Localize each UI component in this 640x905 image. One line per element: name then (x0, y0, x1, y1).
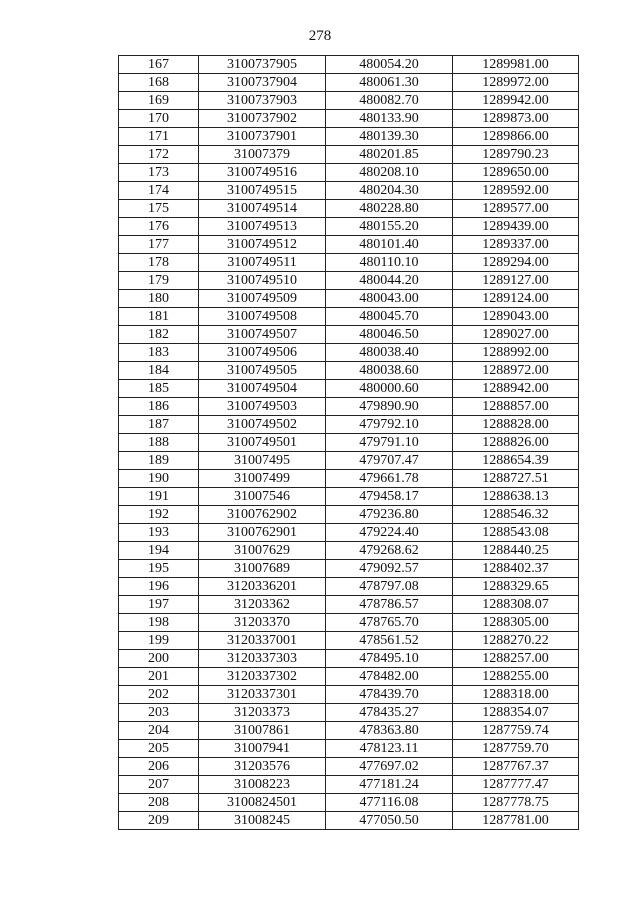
x-coordinate-cell: 479791.10 (326, 434, 453, 452)
x-coordinate-cell: 480101.40 (326, 236, 453, 254)
code-cell: 3100749511 (199, 254, 326, 272)
x-coordinate-cell: 479236.80 (326, 506, 453, 524)
table-row (119, 110, 579, 128)
point-number-cell: 175 (119, 200, 199, 218)
y-coordinate-cell: 1289027.00 (453, 326, 579, 344)
code-cell: 3100749507 (199, 326, 326, 344)
table-row (119, 542, 579, 560)
x-coordinate-cell: 480045.70 (326, 308, 453, 326)
code-cell: 3120337302 (199, 668, 326, 686)
table-row (119, 632, 579, 650)
point-number-cell: 182 (119, 326, 199, 344)
point-number-cell: 193 (119, 524, 199, 542)
code-cell: 3100749513 (199, 218, 326, 236)
y-coordinate-cell: 1287778.75 (453, 794, 579, 812)
coordinates-table (118, 55, 579, 830)
table-row (119, 218, 579, 236)
code-cell: 3120337303 (199, 650, 326, 668)
table-row (119, 812, 579, 830)
y-coordinate-cell: 1289127.00 (453, 272, 579, 290)
code-cell: 3100749502 (199, 416, 326, 434)
y-coordinate-cell: 1289439.00 (453, 218, 579, 236)
y-coordinate-cell: 1289043.00 (453, 308, 579, 326)
x-coordinate-cell: 477697.02 (326, 758, 453, 776)
page-number: 278 (308, 28, 332, 44)
x-coordinate-cell: 480000.60 (326, 380, 453, 398)
table-row (119, 326, 579, 344)
table-row (119, 74, 579, 92)
y-coordinate-cell: 1289981.00 (453, 56, 579, 74)
code-cell: 31007689 (199, 560, 326, 578)
code-cell: 3120337001 (199, 632, 326, 650)
code-cell: 31007941 (199, 740, 326, 758)
table-row (119, 416, 579, 434)
point-number-cell: 190 (119, 470, 199, 488)
x-coordinate-cell: 480133.90 (326, 110, 453, 128)
point-number-cell: 205 (119, 740, 199, 758)
code-cell: 3100749506 (199, 344, 326, 362)
point-number-cell: 177 (119, 236, 199, 254)
y-coordinate-cell: 1289592.00 (453, 182, 579, 200)
point-number-cell: 180 (119, 290, 199, 308)
y-coordinate-cell: 1289294.00 (453, 254, 579, 272)
point-number-cell: 207 (119, 776, 199, 794)
x-coordinate-cell: 479224.40 (326, 524, 453, 542)
point-number-cell: 173 (119, 164, 199, 182)
point-number-cell: 191 (119, 488, 199, 506)
y-coordinate-cell: 1289650.00 (453, 164, 579, 182)
table-row (119, 452, 579, 470)
x-coordinate-cell: 478123.11 (326, 740, 453, 758)
x-coordinate-cell: 480038.40 (326, 344, 453, 362)
table-row (119, 470, 579, 488)
table-row (119, 488, 579, 506)
point-number-cell: 168 (119, 74, 199, 92)
table-row (119, 164, 579, 182)
y-coordinate-cell: 1288329.65 (453, 578, 579, 596)
y-coordinate-cell: 1289790.23 (453, 146, 579, 164)
table-row (119, 524, 579, 542)
code-cell: 31007546 (199, 488, 326, 506)
point-number-cell: 200 (119, 650, 199, 668)
point-number-cell: 194 (119, 542, 199, 560)
code-cell: 31007861 (199, 722, 326, 740)
point-number-cell: 184 (119, 362, 199, 380)
code-cell: 3100749509 (199, 290, 326, 308)
point-number-cell: 187 (119, 416, 199, 434)
x-coordinate-cell: 479890.90 (326, 398, 453, 416)
x-coordinate-cell: 480044.20 (326, 272, 453, 290)
table-row (119, 362, 579, 380)
point-number-cell: 170 (119, 110, 199, 128)
y-coordinate-cell: 1288654.39 (453, 452, 579, 470)
table-row (119, 434, 579, 452)
point-number-cell: 189 (119, 452, 199, 470)
y-coordinate-cell: 1288257.00 (453, 650, 579, 668)
x-coordinate-cell: 478495.10 (326, 650, 453, 668)
x-coordinate-cell: 478482.00 (326, 668, 453, 686)
x-coordinate-cell: 479661.78 (326, 470, 453, 488)
point-number-cell: 179 (119, 272, 199, 290)
table-row (119, 668, 579, 686)
x-coordinate-cell: 478439.70 (326, 686, 453, 704)
x-coordinate-cell: 480110.10 (326, 254, 453, 272)
y-coordinate-cell: 1288972.00 (453, 362, 579, 380)
x-coordinate-cell: 478797.08 (326, 578, 453, 596)
x-coordinate-cell: 479707.47 (326, 452, 453, 470)
x-coordinate-cell: 480038.60 (326, 362, 453, 380)
x-coordinate-cell: 479092.57 (326, 560, 453, 578)
y-coordinate-cell: 1288255.00 (453, 668, 579, 686)
code-cell: 3100737902 (199, 110, 326, 128)
x-coordinate-cell: 479458.17 (326, 488, 453, 506)
point-number-cell: 172 (119, 146, 199, 164)
point-number-cell: 178 (119, 254, 199, 272)
y-coordinate-cell: 1288826.00 (453, 434, 579, 452)
point-number-cell: 186 (119, 398, 199, 416)
code-cell: 31007629 (199, 542, 326, 560)
x-coordinate-cell: 480201.85 (326, 146, 453, 164)
y-coordinate-cell: 1289124.00 (453, 290, 579, 308)
table-row (119, 704, 579, 722)
point-number-cell: 199 (119, 632, 199, 650)
y-coordinate-cell: 1287759.74 (453, 722, 579, 740)
x-coordinate-cell: 480061.30 (326, 74, 453, 92)
table-row (119, 776, 579, 794)
table-row (119, 650, 579, 668)
point-number-cell: 181 (119, 308, 199, 326)
table-row (119, 380, 579, 398)
x-coordinate-cell: 480228.80 (326, 200, 453, 218)
point-number-cell: 195 (119, 560, 199, 578)
point-number-cell: 185 (119, 380, 199, 398)
y-coordinate-cell: 1288546.32 (453, 506, 579, 524)
y-coordinate-cell: 1289972.00 (453, 74, 579, 92)
x-coordinate-cell: 478435.27 (326, 704, 453, 722)
x-coordinate-cell: 480082.70 (326, 92, 453, 110)
y-coordinate-cell: 1288942.00 (453, 380, 579, 398)
table-row (119, 398, 579, 416)
point-number-cell: 202 (119, 686, 199, 704)
x-coordinate-cell: 480208.10 (326, 164, 453, 182)
point-number-cell: 167 (119, 56, 199, 74)
code-cell: 3100749504 (199, 380, 326, 398)
x-coordinate-cell: 480204.30 (326, 182, 453, 200)
code-cell: 31203370 (199, 614, 326, 632)
table-row (119, 506, 579, 524)
x-coordinate-cell: 478786.57 (326, 596, 453, 614)
x-coordinate-cell: 480155.20 (326, 218, 453, 236)
x-coordinate-cell: 478363.80 (326, 722, 453, 740)
y-coordinate-cell: 1289873.00 (453, 110, 579, 128)
table-row (119, 272, 579, 290)
y-coordinate-cell: 1288727.51 (453, 470, 579, 488)
point-number-cell: 192 (119, 506, 199, 524)
table-row (119, 146, 579, 164)
code-cell: 3100749505 (199, 362, 326, 380)
code-cell: 3100749501 (199, 434, 326, 452)
x-coordinate-cell: 480054.20 (326, 56, 453, 74)
code-cell: 3100749515 (199, 182, 326, 200)
code-cell: 31203362 (199, 596, 326, 614)
code-cell: 31203373 (199, 704, 326, 722)
point-number-cell: 176 (119, 218, 199, 236)
point-number-cell: 204 (119, 722, 199, 740)
code-cell: 3100762902 (199, 506, 326, 524)
x-coordinate-cell: 477181.24 (326, 776, 453, 794)
y-coordinate-cell: 1288440.25 (453, 542, 579, 560)
code-cell: 3100737904 (199, 74, 326, 92)
y-coordinate-cell: 1288857.00 (453, 398, 579, 416)
code-cell: 31007379 (199, 146, 326, 164)
x-coordinate-cell: 478765.70 (326, 614, 453, 632)
y-coordinate-cell: 1288638.13 (453, 488, 579, 506)
y-coordinate-cell: 1288270.22 (453, 632, 579, 650)
code-cell: 3100749514 (199, 200, 326, 218)
table-row (119, 254, 579, 272)
table-row (119, 290, 579, 308)
point-number-cell: 208 (119, 794, 199, 812)
x-coordinate-cell: 479792.10 (326, 416, 453, 434)
point-number-cell: 171 (119, 128, 199, 146)
point-number-cell: 206 (119, 758, 199, 776)
table-row (119, 182, 579, 200)
table-row (119, 596, 579, 614)
code-cell: 3100762901 (199, 524, 326, 542)
y-coordinate-cell: 1288828.00 (453, 416, 579, 434)
table-row (119, 56, 579, 74)
x-coordinate-cell: 479268.62 (326, 542, 453, 560)
y-coordinate-cell: 1288308.07 (453, 596, 579, 614)
y-coordinate-cell: 1287777.47 (453, 776, 579, 794)
point-number-cell: 201 (119, 668, 199, 686)
x-coordinate-cell: 477116.08 (326, 794, 453, 812)
y-coordinate-cell: 1288305.00 (453, 614, 579, 632)
table-row (119, 92, 579, 110)
point-number-cell: 183 (119, 344, 199, 362)
table-row (119, 794, 579, 812)
table-row (119, 200, 579, 218)
code-cell: 3120337301 (199, 686, 326, 704)
table-row (119, 614, 579, 632)
table-row (119, 686, 579, 704)
y-coordinate-cell: 1287781.00 (453, 812, 579, 830)
table-row (119, 740, 579, 758)
x-coordinate-cell: 478561.52 (326, 632, 453, 650)
code-cell: 3120336201 (199, 578, 326, 596)
point-number-cell: 169 (119, 92, 199, 110)
table-row (119, 128, 579, 146)
point-number-cell: 174 (119, 182, 199, 200)
y-coordinate-cell: 1288992.00 (453, 344, 579, 362)
point-number-cell: 196 (119, 578, 199, 596)
table-body (119, 56, 579, 830)
point-number-cell: 197 (119, 596, 199, 614)
code-cell: 3100737901 (199, 128, 326, 146)
table-row (119, 560, 579, 578)
y-coordinate-cell: 1289577.00 (453, 200, 579, 218)
y-coordinate-cell: 1287759.70 (453, 740, 579, 758)
y-coordinate-cell: 1289866.00 (453, 128, 579, 146)
table-row (119, 578, 579, 596)
code-cell: 3100749503 (199, 398, 326, 416)
code-cell: 31007495 (199, 452, 326, 470)
table-row (119, 308, 579, 326)
code-cell: 3100737903 (199, 92, 326, 110)
y-coordinate-cell: 1289942.00 (453, 92, 579, 110)
code-cell: 31008245 (199, 812, 326, 830)
table-row (119, 722, 579, 740)
y-coordinate-cell: 1288354.07 (453, 704, 579, 722)
x-coordinate-cell: 477050.50 (326, 812, 453, 830)
code-cell: 3100749510 (199, 272, 326, 290)
point-number-cell: 188 (119, 434, 199, 452)
code-cell: 3100824501 (199, 794, 326, 812)
y-coordinate-cell: 1288318.00 (453, 686, 579, 704)
y-coordinate-cell: 1287767.37 (453, 758, 579, 776)
table-row (119, 236, 579, 254)
x-coordinate-cell: 480139.30 (326, 128, 453, 146)
code-cell: 31008223 (199, 776, 326, 794)
y-coordinate-cell: 1289337.00 (453, 236, 579, 254)
y-coordinate-cell: 1288402.37 (453, 560, 579, 578)
y-coordinate-cell: 1288543.08 (453, 524, 579, 542)
x-coordinate-cell: 480046.50 (326, 326, 453, 344)
code-cell: 3100749516 (199, 164, 326, 182)
table-row (119, 758, 579, 776)
x-coordinate-cell: 480043.00 (326, 290, 453, 308)
point-number-cell: 198 (119, 614, 199, 632)
code-cell: 3100749508 (199, 308, 326, 326)
code-cell: 3100749512 (199, 236, 326, 254)
code-cell: 3100737905 (199, 56, 326, 74)
code-cell: 31203576 (199, 758, 326, 776)
point-number-cell: 203 (119, 704, 199, 722)
table-row (119, 344, 579, 362)
point-number-cell: 209 (119, 812, 199, 830)
code-cell: 31007499 (199, 470, 326, 488)
